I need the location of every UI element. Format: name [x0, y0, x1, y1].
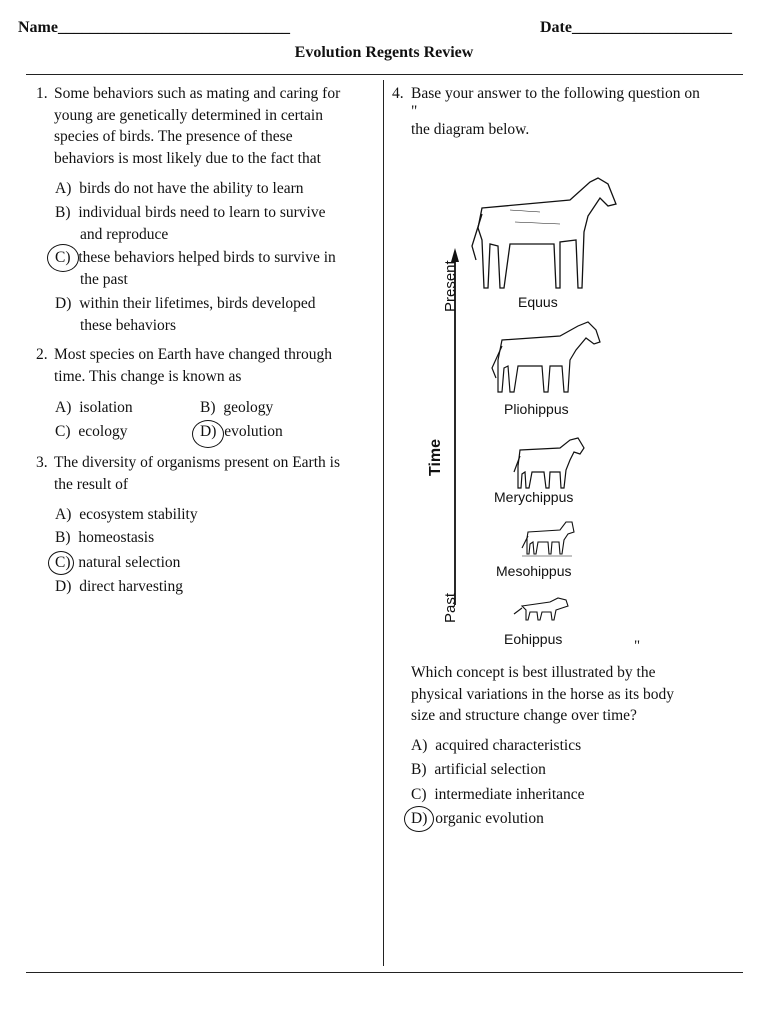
answer-choice-2d[interactable]	[200, 421, 283, 443]
column-divider	[383, 80, 384, 966]
choice-letter: A)	[411, 737, 428, 754]
question-text-line: time. This change is known as	[54, 367, 242, 385]
choice-text: artificial selection	[434, 761, 546, 778]
species-label-pliohippus: Pliohippus	[504, 401, 569, 417]
species-label-eohippus: Eohippus	[504, 631, 563, 647]
answer-choice-4b[interactable]	[411, 759, 546, 781]
question-number: 4.	[392, 85, 404, 102]
question-text-line: "	[411, 102, 418, 120]
choice-letter: B)	[55, 204, 71, 221]
question-text-line: behaviors is most likely due to the fact that	[54, 149, 321, 167]
question-text-line: young are genetically determined in certain	[54, 106, 323, 124]
choice-text: acquired characteristics	[435, 737, 582, 754]
choice-text: geology	[223, 399, 274, 416]
question-text-line: physical variations in the horse as its body	[411, 685, 675, 703]
choice-letter: B)	[200, 399, 216, 416]
choice-letter: A)	[55, 506, 72, 523]
name-field-label: Name_____________________________	[18, 19, 290, 36]
answer-choice-1d[interactable]	[55, 293, 316, 336]
choice-text: these behaviors	[80, 316, 176, 334]
choice-letter: C)	[55, 249, 71, 266]
question-text-line: size and structure change over time?	[411, 707, 637, 724]
choice-text: individual birds need to learn to survive	[78, 204, 326, 221]
question-text-line: Most species on Earth have changed through	[54, 346, 333, 363]
choice-letter: C)	[411, 786, 427, 803]
bottom-rule	[26, 972, 743, 973]
answer-choice-4a[interactable]	[411, 735, 581, 757]
choice-text: the past	[80, 270, 128, 288]
choice-letter: C)	[55, 423, 71, 440]
choice-letter: C)	[55, 554, 71, 571]
eohippus-horse-icon	[514, 598, 568, 620]
species-label-mesohippus: Mesohippus	[496, 563, 572, 579]
axis-title-time: Time	[427, 438, 444, 476]
question-text-line: Base your answer to the following question on	[411, 85, 700, 102]
answer-choice-3d[interactable]	[55, 576, 183, 598]
choice-text: natural selection	[78, 554, 181, 571]
answer-choice-4d[interactable]	[411, 808, 544, 830]
choice-text: evolution	[224, 423, 283, 440]
answer-choice-2b[interactable]	[200, 397, 273, 419]
diagram-trailing-mark: "	[634, 638, 641, 654]
choice-text: ecosystem stability	[79, 506, 198, 523]
pliohippus-horse-icon	[492, 322, 600, 392]
question-3	[36, 452, 382, 495]
answer-choice-1b[interactable]	[55, 202, 325, 245]
choice-text: within their lifetimes, birds developed	[79, 295, 316, 312]
choice-letter: A)	[55, 399, 72, 416]
choice-text: organic evolution	[435, 810, 544, 827]
answer-choice-1c[interactable]	[55, 247, 336, 290]
choice-text: intermediate inheritance	[434, 786, 585, 803]
question-number: 1.	[36, 85, 48, 102]
answer-choice-4c[interactable]	[411, 784, 585, 806]
answer-choice-1a[interactable]	[55, 178, 304, 200]
answer-choice-2c[interactable]	[55, 421, 127, 443]
choice-text: these behaviors helped birds to survive in	[78, 249, 336, 266]
question-number: 2.	[36, 346, 48, 363]
mesohippus-horse-icon	[522, 522, 574, 556]
choice-text: birds do not have the ability to learn	[79, 180, 304, 197]
answer-choice-3a[interactable]	[55, 504, 198, 526]
answer-choice-3b[interactable]	[55, 527, 154, 549]
species-label-equus: Equus	[518, 294, 558, 310]
choice-letter: D)	[200, 423, 217, 440]
choice-letter: D)	[55, 578, 72, 595]
choice-text: and reproduce	[80, 225, 169, 243]
question-text-line: the result of	[54, 475, 129, 493]
species-label-merychippus: Merychippus	[494, 489, 574, 505]
question-text-line: Some behaviors such as mating and caring for	[54, 85, 341, 102]
merychippus-horse-icon	[514, 438, 584, 488]
question-number: 3.	[36, 454, 48, 471]
question-text-line: The diversity of organisms present on Earth is	[54, 454, 340, 471]
choice-letter: D)	[411, 810, 428, 827]
choice-text: isolation	[79, 399, 133, 416]
date-field-label: Date____________________	[540, 19, 732, 36]
page-title: Evolution Regents Review	[294, 44, 474, 61]
axis-label-past: Past	[442, 592, 459, 623]
question-text-line: species of birds. The presence of these	[54, 128, 293, 145]
question-1	[36, 83, 382, 169]
axis-label-present: Present	[442, 260, 459, 312]
equus-horse-icon	[472, 178, 616, 288]
choice-text: direct harvesting	[79, 578, 183, 595]
choice-text: ecology	[78, 423, 128, 440]
choice-letter: B)	[55, 529, 71, 546]
choice-letter: D)	[55, 295, 72, 312]
choice-text: homeostasis	[78, 529, 155, 546]
question-4	[392, 83, 752, 140]
question-text-line: the diagram below.	[411, 120, 530, 138]
choice-letter: A)	[55, 180, 72, 197]
answer-choice-2a[interactable]	[55, 397, 133, 419]
question-2	[36, 344, 382, 387]
choice-letter: B)	[411, 761, 427, 778]
top-rule	[26, 74, 743, 75]
horse-evolution-diagram	[410, 170, 640, 650]
question-4-prompt	[411, 662, 751, 727]
question-text-line: Which concept is best illustrated by the	[411, 664, 656, 681]
answer-choice-3c[interactable]	[55, 552, 180, 574]
